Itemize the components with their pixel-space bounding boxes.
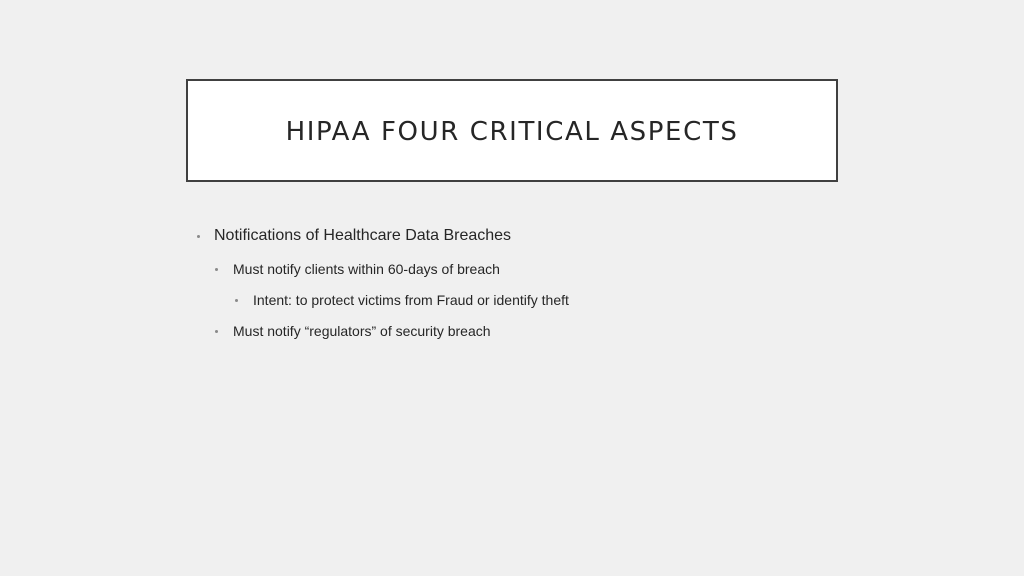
slide-title: HIPAA FOUR CRITICAL ASPECTS [285,116,739,147]
bullet-item-level-2 [215,261,500,277]
bullet-dot-icon [197,235,200,238]
bullet-text: Notifications of Healthcare Data Breaches [214,227,512,244]
bullet-item-level-2 [215,323,491,339]
bullet-item-level-3 [235,292,569,308]
bullet-dot-icon [215,268,218,271]
bullet-dot-icon [235,299,238,302]
bullet-text: Must notify “regulators” of security breach [233,323,491,339]
bullet-text: Intent: to protect victims from Fraud or identify theft [253,292,569,308]
bullet-item-level-1 [197,227,511,245]
bullet-text: Must notify clients within 60-days of breach [233,261,500,277]
bullet-dot-icon [215,330,218,333]
